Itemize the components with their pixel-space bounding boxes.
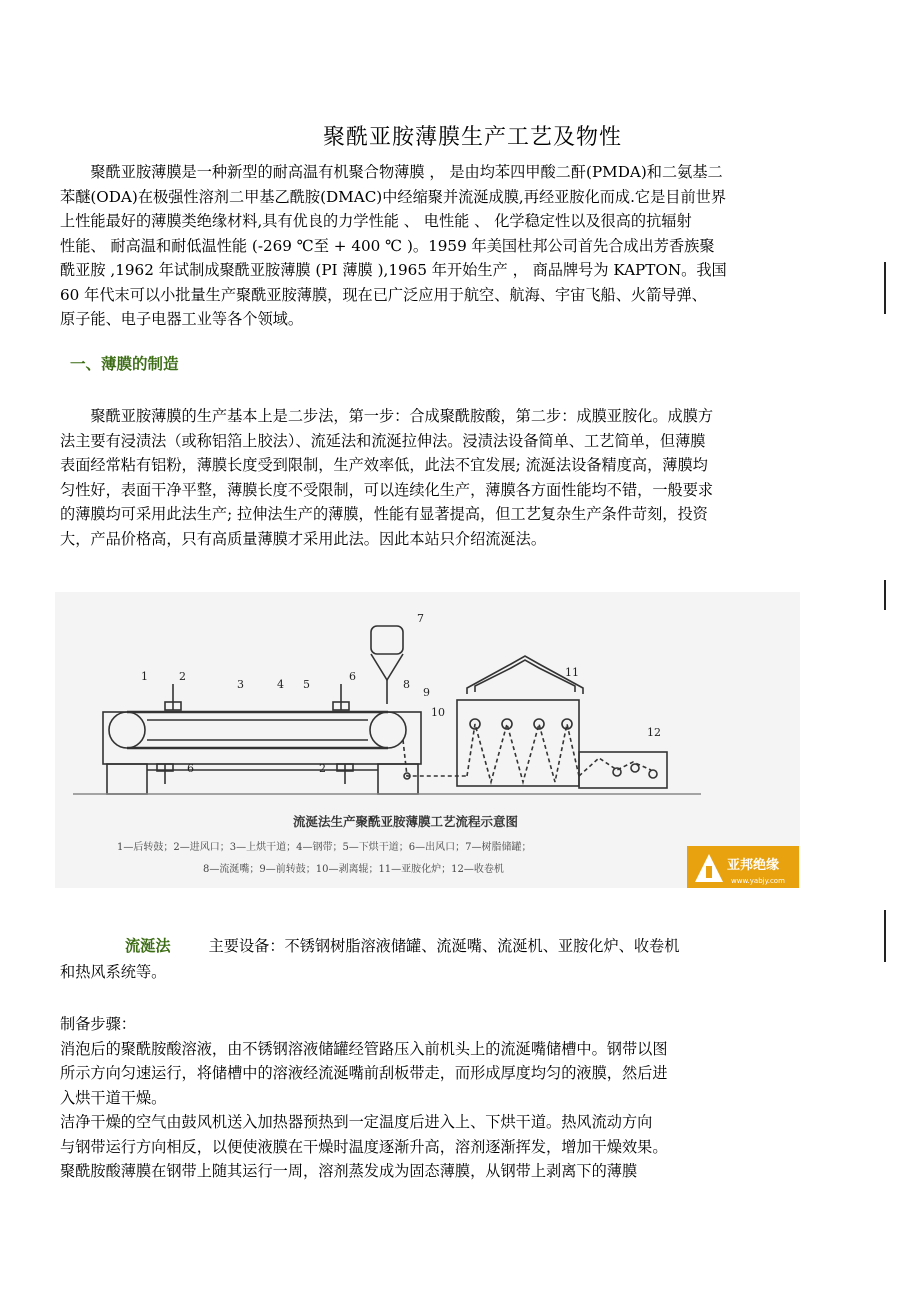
label-6b: 6 (187, 762, 194, 775)
steps-section (60, 1012, 850, 1184)
steps-line: 聚酰胺酸薄膜在钢带上随其运行一周，溶剂蒸发成为固态薄膜，从钢带上剥离下的薄膜 (60, 1162, 638, 1180)
section1-paragraph (60, 404, 850, 551)
steps-line: 洁净干燥的空气由鼓风机送入加热器预热到一定温度后进入上、下烘干道。热风流动方向 (60, 1113, 653, 1131)
logo-url: www.yabjy.com (731, 877, 785, 885)
label-5: 5 (303, 678, 310, 691)
label-8: 8 (403, 678, 410, 691)
intro-paragraph (60, 160, 850, 332)
margin-mark (884, 580, 886, 610)
intro-line: 聚酰亚胺薄膜是一种新型的耐高温有机聚合物薄膜 ， 是由均苯四甲酸二酐(PMDA)和二氨基二 (60, 163, 723, 181)
label-10: 10 (431, 706, 445, 719)
section1-line: 大，产品价格高，只有高质量薄膜才采用此法。因此本站只介绍流涎法。 (60, 529, 546, 548)
label-4: 4 (277, 678, 284, 691)
label-11: 11 (565, 666, 579, 679)
imidization-oven (457, 700, 579, 786)
section1-line: 聚酰亚胺薄膜的生产基本上是二步法，第一步：合成聚酰胺酸，第二步：成膜亚胺化。成膜方 (60, 407, 714, 425)
casting-method-continued-text: 和热风系统等。 (60, 963, 167, 981)
label-12: 12 (647, 726, 661, 739)
section1-line: 的薄膜均可采用此法生产; 拉伸法生产的薄膜，性能有显著提高，但工艺复杂生产条件苛刻，投资 (60, 505, 708, 523)
section-heading-film-manufacturing: 一、薄膜的制造 (70, 355, 179, 373)
process-flow-figure (55, 592, 800, 888)
intro-line: 酰亚胺 ,1962 年试制成聚酰亚胺薄膜 (PI 薄膜 ),1965 年开始生产 ， 商品牌号为 KAPTON。我国 (60, 261, 727, 279)
front-support (378, 764, 418, 794)
rear-drum (109, 712, 145, 748)
casting-method-equipment: 主要设备：不锈钢树脂溶液储罐、流涎嘴、流涎机、亚胺化炉、收卷机 (208, 937, 680, 955)
section1-line: 表面经常粘有铝粉，薄膜长度受到限制，生产效率低，此法不宜发展; 流涎法设备精度高，薄膜均 (60, 456, 708, 474)
margin-mark (884, 262, 886, 314)
intro-line: 性能、 耐高温和耐低温性能 (-269 ℃至 + 400 ℃ )。1959 年美国杜邦公司首先合成出芳香族聚 (60, 236, 715, 255)
intro-line: 上性能最好的薄膜类绝缘材料,具有优良的力学性能 、 电性能 、 化学稳定性以及很高的抗辐射 (60, 212, 692, 230)
section1-line: 法主要有浸渍法（或称铝箔上胶法）、流延法和流涎拉伸法。浸渍法设备简单、工艺简单，但薄膜 (60, 431, 706, 450)
intro-line: 苯醚(ODA)在极强性溶剂二甲基乙酰胺(DMAC)中经缩聚并流涎成膜,再经亚胺化而成.它是目前世界 (60, 187, 727, 206)
logo-text: 亚邦绝缘 (727, 858, 780, 873)
label-9: 9 (423, 686, 430, 699)
label-2b: 2 (319, 762, 326, 775)
steps-line: 入烘干道干燥。 (60, 1088, 167, 1107)
rear-support (107, 764, 147, 794)
front-drum (370, 712, 406, 748)
resin-tank (371, 626, 403, 654)
casting-method-line (125, 935, 679, 956)
casting-method-label: 流涎法 (125, 937, 171, 955)
label-7: 7 (417, 612, 424, 625)
steps-line: 消泡后的聚酰胺酸溶液，由不锈钢溶液储罐经管路压入前机头上的流涎嘴储槽中。钢带以图 (60, 1039, 668, 1058)
intro-line: 60 年代末可以小批量生产聚酰亚胺薄膜，现在已广泛应用于航空、航海、宇宙飞船、火箭导弹、 (60, 285, 707, 304)
process-flow-diagram (55, 592, 800, 888)
steps-heading: 制备步骤： (60, 1015, 136, 1033)
figure-legend-line-1: 1—后转鼓；2—进风口；3—上烘干道；4—钢带；5—下烘干道；6—出风口；7—树脂储罐； (117, 842, 532, 853)
label-1: 1 (141, 670, 148, 683)
page-title: 聚酰亚胺薄膜生产工艺及物性 (322, 125, 622, 150)
yabang-logo (687, 846, 799, 888)
label-2: 2 (179, 670, 186, 683)
label-6: 6 (349, 670, 356, 683)
intro-line: 原子能、电子电器工业等各个领域。 (60, 310, 303, 328)
figure-caption: 流涎法生产聚酰亚胺薄膜工艺流程示意图 (293, 814, 519, 829)
section1-line: 匀性好，表面干净平整，薄膜长度不受限制，可以连续化生产，薄膜各方面性能均不错，一般要求 (60, 480, 714, 499)
margin-mark (884, 910, 886, 962)
casting-method-continued (60, 960, 850, 985)
label-3: 3 (237, 678, 244, 691)
steps-line: 与钢带运行方向相反，以便使液膜在干燥时温度逐渐升高，溶剂逐渐挥发，增加干燥效果。 (60, 1137, 668, 1156)
steps-line: 所示方向匀速运行，将储槽中的溶液经流涎嘴前刮板带走，而形成厚度均匀的液膜，然后进 (60, 1064, 668, 1082)
figure-legend-line-2: 8—流涎嘴；9—前转鼓；10—剥离辊；11—亚胺化炉；12—收卷机 (203, 864, 504, 875)
